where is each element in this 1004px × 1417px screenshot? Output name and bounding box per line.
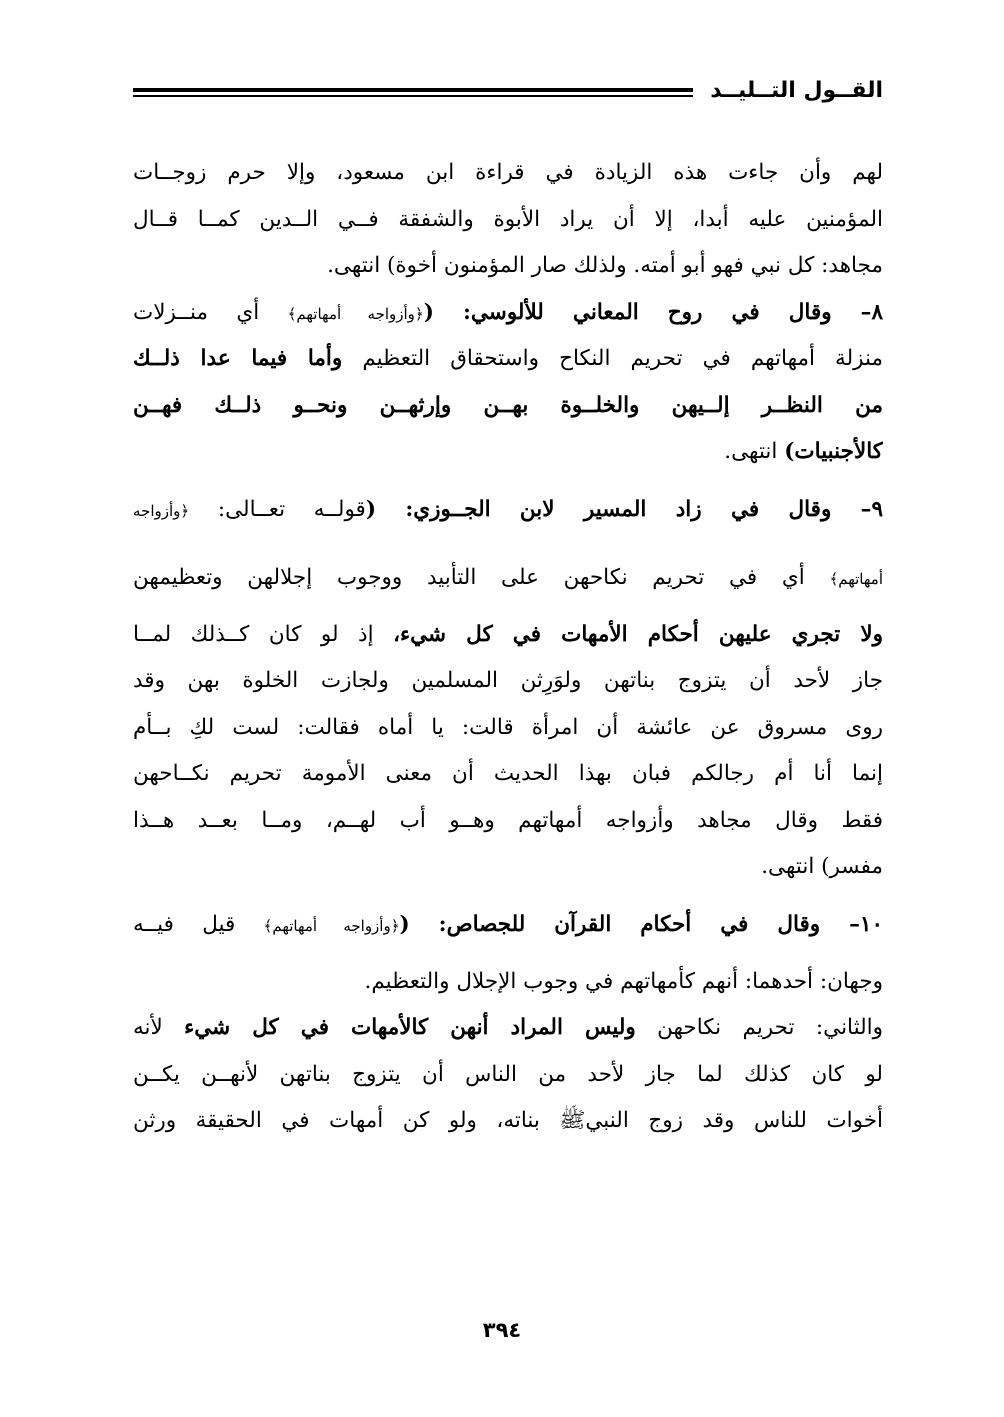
running-header [133,78,883,106]
text-line: وجهان: أحدهما: أنهم كأمهاتهم في وجوب الإجلال والتعظيم. [364,968,883,994]
header-rule [133,88,693,97]
text-line: أخوات للناس وقد زوج النبيﷺ بناته، ولو كن أمهات في الحقيقة ورثن [133,1108,883,1133]
text-line: ٨– وقال في روح المعاني للألوسي: (﴿وأزواجه أمهاتهم﴾ أي منــزلات [133,299,883,325]
text-line: مفسر) انتهى. [761,854,883,879]
text-line: جاز لأحد أن يتزوج بناتهن ولوَرِثن المسلمين ولجازت الخلوة بهن وقد [133,668,883,693]
text-line: المؤمنين عليه أبدا، إلا أن يراد الأبوة والشفقة فــي الــدين كمــا قــال [133,206,883,232]
page-number: ٣٩٤ [482,1318,522,1342]
text-line: لهم وأن جاءت هذه الزيادة في قراءة ابن مسعود، وإلا حرم زوجــات [133,160,883,185]
text-line: ولا تجري عليهن أحكام الأمهات في كل شيء، إذ لو كان كــذلك لمــا [133,621,883,647]
text-line: منزلة أمهاتهم في تحريم النكاح واستحقاق التعظيم وأما فيما عدا ذلــك [133,346,883,371]
text-line: والثاني: تحريم نكاحهن وليس المراد أنهن كالأمهات في كل شيء لأنه [133,1015,883,1040]
body-text [133,150,883,1145]
header-title: القــول التــليــد [710,78,883,103]
text-line: ١٠– وقال في أحكام القرآن للجصاص: (﴿وأزواجه أمهاتهم﴾ قيل فيــه [133,911,883,937]
text-line: ٩– وقال في زاد المسير لابن الجــوزي: (قولــه تعــالى: ﴿وأزواجه [133,496,883,522]
text-line: فقط وقال مجاهد وأزواجه أمهاتهم وهــو أب لهــم، ومــا بعــد هــذا [133,807,883,833]
text-line: مجاهد: كل نبي فهو أبو أمته. ولذلك صار المؤمنون أخوة) انتهى. [327,253,883,278]
text-line: روى مسروق عن عائشة أن امرأة قالت: يا أماه فقالت: لست لكِ بــأم [133,714,883,740]
text-line: كالأجنبيات) انتهى. [724,439,883,464]
text-line: لو كان كذلك لما جاز لأحد من الناس أن يتزوج بناتهن لأنهــن يكــن [133,1061,883,1087]
text-line: أمهاتهم﴾ أي في تحريم نكاحهن على التأبيد ووجوب إجلالهن وتعظيمهن [133,564,883,590]
text-line: إنما أنا أم رجالكم فبان بهذا الحديث أن معنى الأمومة تحريم نكــاحهن [133,761,883,786]
text-line: من النظــر إلــيهن والخلــوة بهــن وإرثهــن ونحــو ذلــك فهــن [133,392,883,418]
